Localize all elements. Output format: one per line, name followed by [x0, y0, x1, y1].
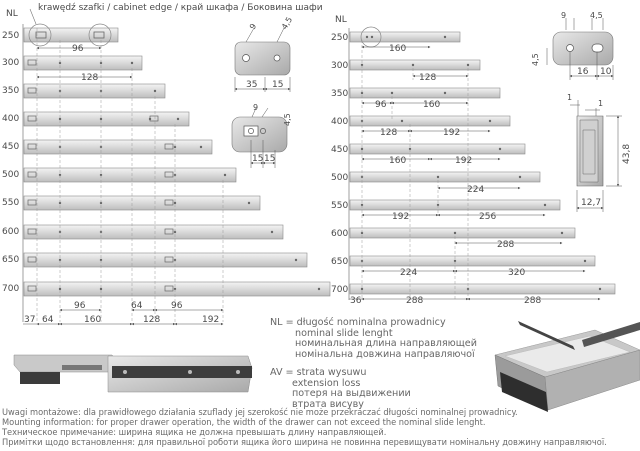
detail-top-d2: 4,5	[279, 15, 295, 31]
detail-right-d2: 4,5	[590, 11, 603, 20]
legend-nl-line-2: nominal slide lenght	[295, 327, 393, 339]
right-len-400: 400	[331, 117, 349, 127]
left-len-600: 600	[2, 227, 20, 237]
right-dim-350b: 160	[423, 100, 441, 110]
legend-av-line-1: AV = strata wysuwu	[270, 367, 367, 378]
right-rail-500	[350, 172, 540, 182]
right-dim-700a: 36	[350, 296, 362, 306]
right-len-500: 500	[331, 173, 349, 183]
left-rail-700	[24, 282, 330, 296]
left-bottom-dim-64: 64	[42, 315, 54, 325]
left-rail-500	[24, 168, 236, 182]
note-pl: Uwagi montażowe: dla prawidłowego działania szuflady jej szerokość nie może przekraczać długości nominalnej prowadnicy.	[2, 407, 518, 418]
left-bottom-dim-128: 128	[143, 315, 161, 325]
detail-profile-h: 43,8	[622, 143, 632, 164]
right-dim-450b: 192	[455, 156, 473, 166]
detail-right-w2: 10	[600, 67, 612, 77]
left-nl-label: NL	[6, 9, 18, 19]
detail-right-top	[531, 11, 613, 80]
right-dim-250: 160	[389, 44, 407, 54]
detail-bottom-w1: 15	[252, 154, 264, 164]
right-rail-350	[350, 88, 500, 98]
legend-av-line-2: extension loss	[292, 377, 361, 389]
right-len-650: 650	[331, 257, 349, 267]
left-rail-400	[24, 112, 189, 126]
detail-top-w2: 15	[272, 80, 284, 90]
detail-profile-t2: 1	[598, 99, 604, 108]
right-dim-550b: 256	[479, 212, 497, 222]
detail-right-h: 4,5	[531, 53, 540, 66]
legend-av-line-3: потеря на выдвижении	[292, 388, 411, 400]
drawer-isometric-render	[495, 321, 640, 412]
left-len-250: 250	[2, 31, 20, 41]
left-bottom-dim-37: 37	[24, 315, 36, 325]
right-dim-450a: 160	[389, 156, 407, 166]
legend-av-line-4: втрата висуву	[292, 398, 364, 410]
left-len-650: 650	[2, 255, 20, 265]
right-dim-700c: 288	[524, 296, 542, 306]
left-rail-450	[24, 140, 212, 154]
note-ru: Техническое примечание: ширина ящика не должна превышать длину направляющей.	[2, 427, 387, 438]
right-rail-300	[350, 60, 480, 70]
right-rail-600	[350, 228, 575, 238]
left-len-500: 500	[2, 170, 20, 180]
left-len-400: 400	[2, 114, 20, 124]
right-dim-650a: 224	[400, 268, 418, 278]
left-bottom-dim-64a: 64	[131, 301, 143, 311]
left-len-450: 450	[2, 142, 20, 152]
left-len-550: 550	[2, 198, 20, 208]
left-dim-128-top: 128	[81, 73, 99, 83]
legend-av	[270, 368, 411, 410]
right-len-700: 700	[331, 285, 349, 295]
right-len-600: 600	[331, 229, 349, 239]
left-len-350: 350	[2, 86, 20, 96]
left-rail-300	[24, 56, 142, 70]
legend-nl-line-4: номінальна довжина направляючої	[295, 348, 475, 360]
left-bottom-dim-160: 160	[84, 315, 102, 325]
legend-nl	[270, 318, 477, 360]
detail-bottom-d1: 9	[253, 103, 259, 112]
right-len-550: 550	[331, 201, 349, 211]
note-en: Mounting information: for proper drawer operation, the width of the drawer can not exceed the nominal slide lenght.	[2, 417, 486, 428]
drawer-side-render	[14, 355, 252, 392]
detail-bottom-w2: 15	[264, 154, 276, 164]
detail-right-w1: 16	[577, 67, 589, 77]
left-bottom-dim-192: 192	[202, 315, 220, 325]
left-dim-96-top: 96	[72, 44, 84, 54]
cabinet-edge-leader	[30, 9, 36, 24]
left-rail-350	[24, 84, 165, 98]
left-rail-600	[24, 225, 283, 239]
right-len-450: 450	[331, 145, 349, 155]
legend-nl-line-3: номинальная длина направляющей	[295, 338, 477, 350]
note-ua: Примітки щодо встановлення: для правильної роботи ящика його ширина не повинна перевищувати номінальну довжину направляючої.	[2, 437, 607, 448]
right-dim-300: 128	[419, 73, 437, 83]
right-dim-550a: 192	[392, 212, 410, 222]
detail-profile-t1: 1	[567, 93, 573, 102]
right-dim-350a: 96	[375, 100, 387, 110]
detail-small-top	[235, 15, 294, 92]
right-rail-700	[350, 284, 615, 294]
right-rail-450	[350, 144, 525, 154]
left-bottom-dim-96b: 96	[171, 301, 183, 311]
legend-nl-line-1: NL = długość nominalna prowadnicy	[270, 317, 446, 328]
left-rail-650	[24, 253, 307, 267]
detail-right-profile	[567, 93, 632, 212]
detail-small-bottom	[232, 103, 292, 168]
detail-top-w1: 35	[246, 80, 258, 90]
cabinet-edge-label: krawędź szafki / cabinet edge / край шкафа / Боковина шафи	[38, 3, 323, 13]
detail-bottom-d2: 4,5	[283, 113, 292, 126]
right-rail-550	[350, 200, 560, 210]
detail-profile-w: 12,7	[581, 198, 602, 208]
right-rail-400	[350, 116, 510, 126]
right-dim-400a: 128	[380, 128, 398, 138]
detail-top-d1: 9	[247, 22, 259, 31]
right-dim-500: 224	[467, 185, 485, 195]
right-dim-600: 288	[497, 240, 515, 250]
right-dim-400b: 192	[443, 128, 461, 138]
detail-right-d1: 9	[561, 11, 567, 20]
right-rail-650	[350, 256, 595, 266]
right-dim-650b: 320	[508, 268, 526, 278]
right-len-250: 250	[331, 33, 349, 43]
right-len-300: 300	[331, 61, 349, 71]
right-len-350: 350	[331, 89, 349, 99]
left-len-300: 300	[2, 58, 20, 68]
right-nl-label: NL	[335, 15, 347, 25]
right-dim-700b: 288	[406, 296, 424, 306]
left-len-700: 700	[2, 284, 20, 294]
left-bottom-dim-96a: 96	[74, 301, 86, 311]
